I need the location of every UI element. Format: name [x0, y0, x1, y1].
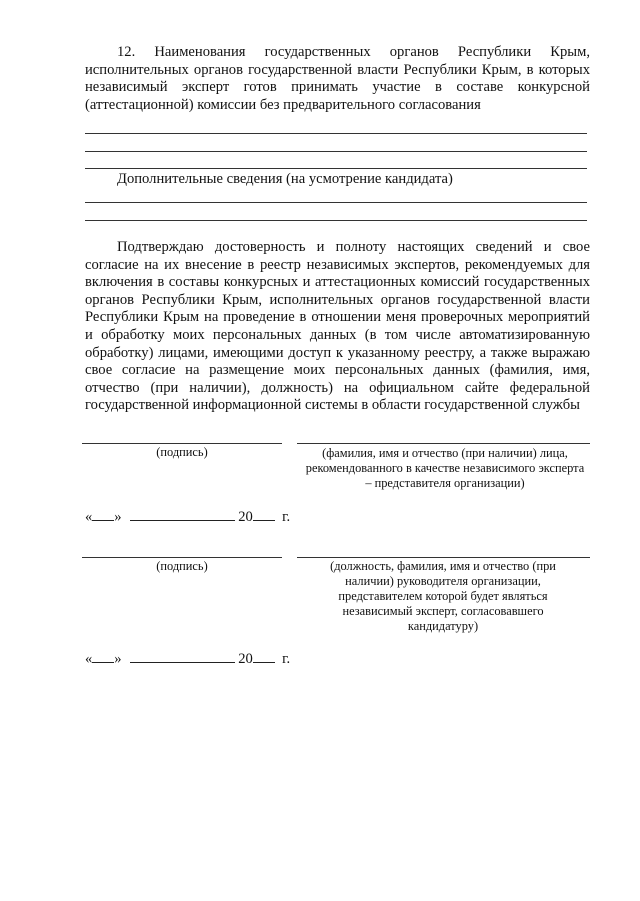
date-suffix: г.: [282, 651, 291, 667]
consent-paragraph: Подтверждаю достоверность и полноту настоящих сведений и свое согласие на их внесение в реестр независимых экспертов, рекомендуемых для включения в составы конкурсных и аттестационных комиссий государственных органов Республики Крым, исполнительных органов государственной власти Республики Крым на проведение в отношении меня проверочных мероприятий и обработку моих персональных данных (в том числе автоматизированную обработку) лицами, имеющими доступ к указанному реестру, а также выражаю свое согласие на размещение моих персональных данных (фамилия, имя, отчество (при наличии), должность) на официальном сайте федеральной государственной информационной системы в области государственной службы: [85, 239, 590, 414]
date-open-quote: «: [85, 509, 93, 525]
signature-line-1: [82, 443, 282, 444]
name-line-1: [297, 443, 590, 444]
year-blank: [253, 508, 275, 521]
day-blank: [92, 508, 114, 521]
date-close-quote: »: [114, 651, 122, 667]
answer-line-3: [85, 168, 587, 169]
date-line-1: [85, 508, 290, 526]
date-open-quote: «: [85, 651, 93, 667]
date-line-2: [85, 650, 290, 668]
additional-line-1: [85, 202, 587, 203]
additional-info-label: Дополнительные сведения (на усмотрение кандидата): [117, 171, 453, 187]
section-12-text: 12. Наименования государственных органов Республики Крым, исполнительных органов государственной власти Республики Крым, в которых независимый эксперт готов принимать участие в составе конкурсной (аттестационной) комиссии без предварительного согласования: [85, 44, 590, 113]
date-close-quote: »: [114, 509, 122, 525]
signature-line-2: [82, 557, 282, 558]
name-line-2: [297, 557, 590, 558]
month-blank: [130, 508, 235, 521]
name-caption-2: (должность, фамилия, имя и отчество (при наличии) руководителя организации, представителем которой будет являться независимый эксперт, согласовавшего кандидатуру): [330, 559, 556, 633]
date-suffix: г.: [282, 509, 291, 525]
date-century: 20: [238, 651, 253, 667]
answer-line-2: [85, 151, 587, 152]
day-blank: [92, 650, 114, 663]
year-blank: [253, 650, 275, 663]
signature-caption-2: (подпись): [156, 559, 208, 573]
date-century: 20: [238, 509, 253, 525]
month-blank: [130, 650, 235, 663]
signature-caption-1: (подпись): [156, 445, 208, 459]
answer-line-1: [85, 133, 587, 134]
additional-line-2: [85, 220, 587, 221]
name-caption-1: (фамилия, имя и отчество (при наличии) лица, рекомендованного в качестве независимого эксперта – представителя организации): [305, 446, 585, 490]
